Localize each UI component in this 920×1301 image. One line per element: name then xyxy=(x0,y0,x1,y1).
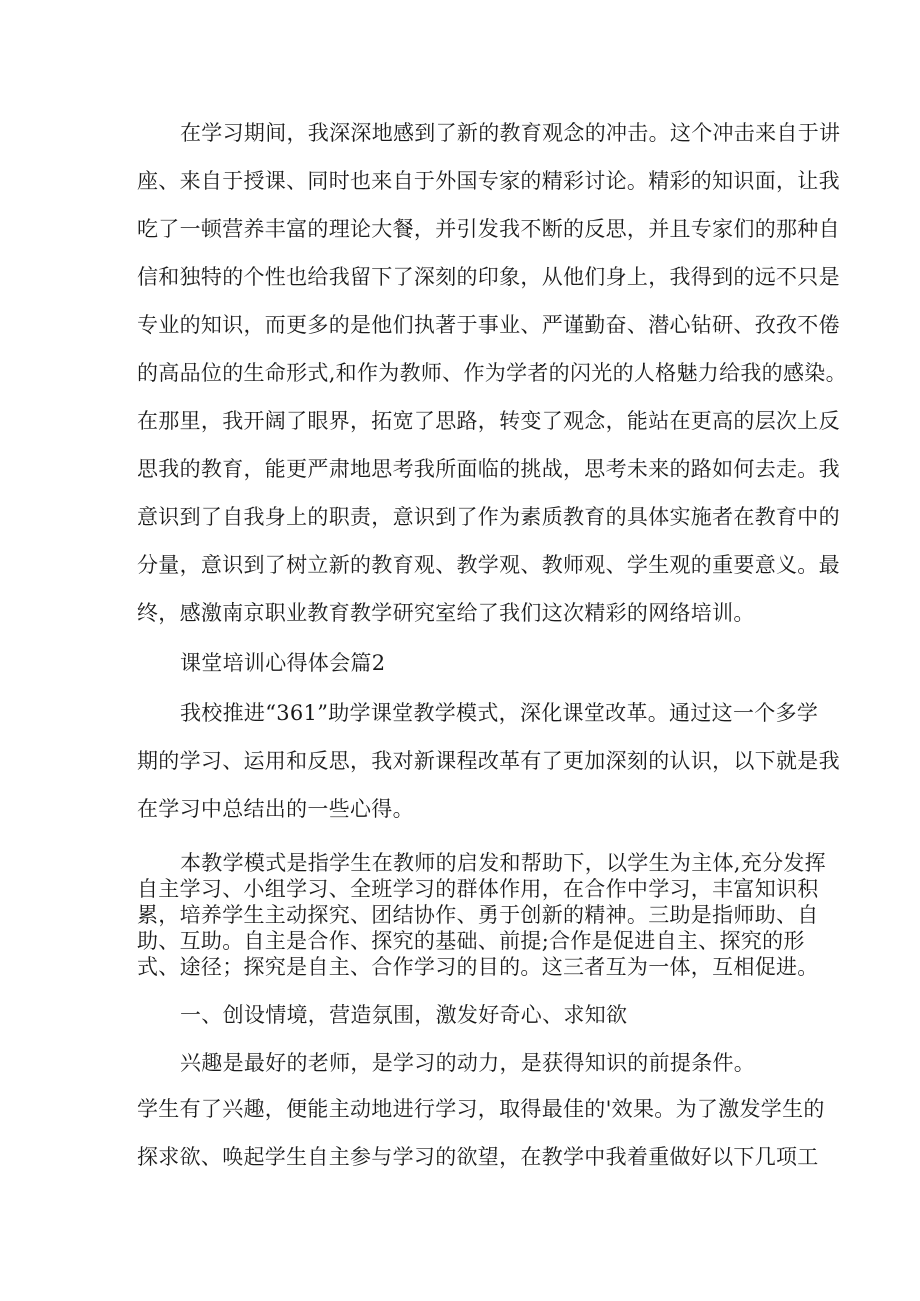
paragraph-2-line: 在学习中总结出的一些心得。 xyxy=(137,797,414,821)
paragraph-1-line: 分量，意识到了树立新的教育观、教学观、教师观、学生观的重要意义。最 xyxy=(137,553,840,577)
paragraph-1-line: 吃了一顿营养丰富的理论大餐，并引发我不断的反思，并且专家们的那种自 xyxy=(137,217,840,241)
paragraph-1-line: 终，感激南京职业教育教学研究室给了我们这次精彩的网络培训。 xyxy=(137,601,755,625)
paragraph-1-line: 座、来自于授课、同时也来自于外国专家的精彩讨论。精彩的知识面，让我 xyxy=(137,169,840,193)
paragraph-4-line: 学生有了兴趣，便能主动地进行学习，取得最佳的'效果。为了激发学生的 xyxy=(137,1097,825,1121)
paragraph-3-line: 自主学习、小组学习、全班学习的群体作用，在合作中学习，丰富知识积 xyxy=(137,877,819,901)
paragraph-1-line: 的高品位的生命形式,和作为教师、作为学者的闪光的人格魅力给我的感染。 xyxy=(137,361,847,385)
paragraph-1-line: 信和独特的个性也给我留下了深刻的印象，从他们身上，我得到的远不只是 xyxy=(137,265,840,289)
paragraph-1-line: 思我的教育，能更严肃地思考我所面临的挑战，思考未来的路如何去走。我 xyxy=(137,457,840,481)
paragraph-3-line: 式、途径；探究是自主、合作学习的目的。这三者互为一体，互相促进。 xyxy=(137,955,819,979)
paragraph-3-line: 本教学模式是指学生在教师的启发和帮助下，以学生为主体,充分发挥 xyxy=(180,851,826,875)
paragraph-4-line: 探求欲、唤起学生自主参与学习的欲望，在教学中我着重做好以下几项工 xyxy=(137,1145,819,1169)
paragraph-1-line: 在学习期间，我深深地感到了新的教育观念的冲击。这个冲击来自于讲 xyxy=(180,121,841,145)
section-title: 课堂培训心得体会篇2 xyxy=(180,651,386,675)
paragraph-2-line: 我校推进“361”助学课堂教学模式，深化课堂改革。通过这一个多学 xyxy=(180,701,819,725)
paragraph-1-line: 意识到了自我身上的职责，意识到了作为素质教育的具体实施者在教育中的 xyxy=(137,505,840,529)
paragraph-3-line: 助、互助。自主是合作、探究的基础、前提;合作是促进自主、探究的形 xyxy=(137,929,805,953)
paragraph-1-line: 在那里，我开阔了眼界，拓宽了思路，转变了观念，能站在更高的层次上反 xyxy=(137,409,840,433)
subheading: 一、创设情境，营造氛围，激发好奇心、求知欲 xyxy=(180,1003,628,1027)
paragraph-1-line: 专业的知识，而更多的是他们执著于事业、严谨勤奋、潜心钻研、孜孜不倦 xyxy=(137,313,840,337)
paragraph-3-line: 累，培养学生主动探究、团结协作、勇于创新的精神。三助是指师助、自 xyxy=(137,903,819,927)
paragraph-2-line: 期的学习、运用和反思，我对新课程改革有了更加深刻的认识，以下就是我 xyxy=(137,749,840,773)
paragraph-4-line: 兴趣是最好的老师，是学习的动力，是获得知识的前提条件。 xyxy=(180,1051,756,1075)
